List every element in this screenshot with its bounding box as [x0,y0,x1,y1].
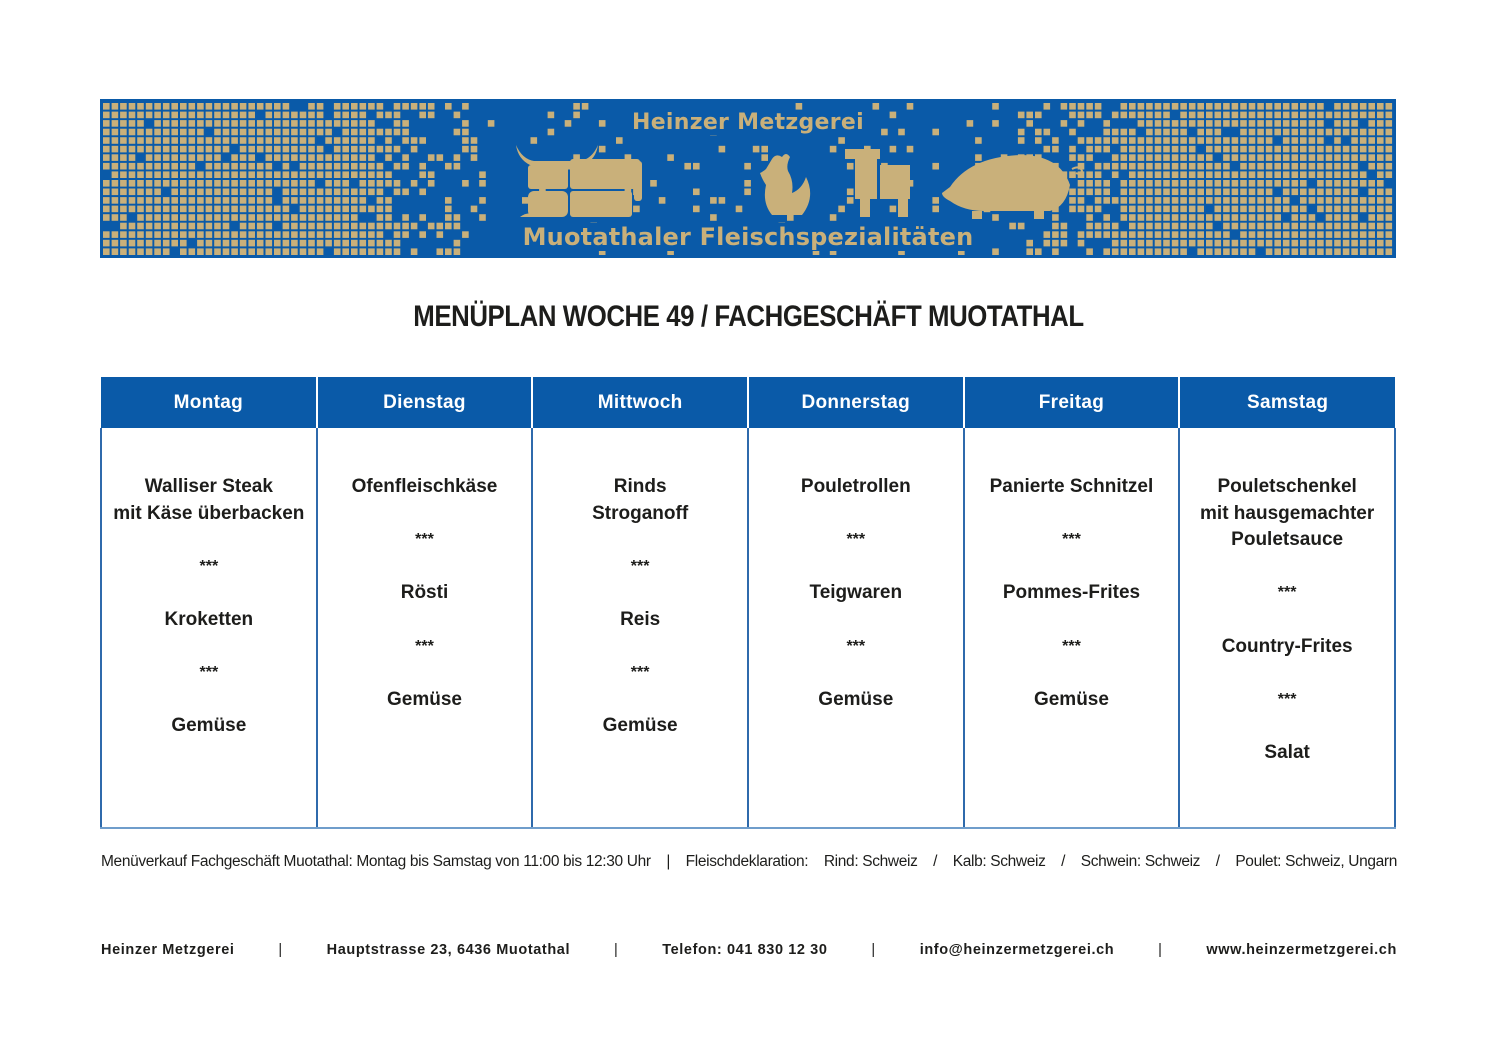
header-banner [100,99,1396,258]
pig-icon [942,155,1082,219]
separator: *** [630,664,650,682]
declaration-schwein: Schwein: Schweiz [1080,853,1201,870]
menu-cell-donnerstag [748,428,964,828]
footer-divider: | [278,942,283,958]
main-dish: mit hausgemachter [1200,502,1375,524]
chicken-icon [760,154,810,215]
main-dish: Pouletschenkel [1217,476,1357,497]
page-title: MENÜPLAN WOCHE 49 / FACHGESCHÄFT MUOTATHAL [413,300,1084,333]
brand-tagline: Muotathaler Fleischspezialitäten [100,223,1396,251]
side-dish: Salat [1264,741,1310,763]
day-header: Mittwoch [532,377,748,428]
side-dish: Gemüse [1033,688,1109,710]
main-dish: Rinds [613,476,667,497]
brand-name: Heinzer Metzgerei [100,110,1396,135]
separator: *** [415,531,434,549]
side-dish: Teigwaren [809,582,903,604]
declaration-rind: Rind: Schweiz [823,853,918,870]
main-dish: Ofenfleischkäse [351,476,498,497]
declaration-poulet: Poulet: Schweiz, Ungarn [1235,853,1397,870]
separator: *** [199,664,219,682]
declaration-slash: / [933,853,938,870]
separator: *** [846,637,866,655]
separator: *** [846,531,866,549]
side-dish: Gemüse [386,688,462,710]
separator: *** [1277,584,1297,602]
footer-website[interactable]: www.heinzermetzgerei.ch [1206,942,1397,958]
footer-company: Heinzer Metzgerei [101,942,235,958]
footer-divider: | [1158,942,1163,958]
main-dish: Panierte Schnitzel [989,476,1154,497]
main-dish: Pouletsauce [1231,529,1344,551]
menu-header-row [101,377,1395,428]
declaration-slash: / [1215,853,1220,870]
menu-cell-samstag [1179,428,1395,828]
separator: *** [1277,690,1297,708]
info-divider: | [666,853,670,870]
separator: *** [415,637,434,655]
footer-divider: | [613,942,619,958]
day-header: Samstag [1179,377,1395,428]
menu-cell-mittwoch [532,428,748,828]
menu-row [101,428,1395,828]
footer-phone[interactable]: Telefon: 041 830 12 30 [662,942,828,958]
side-dish: Reis [620,608,661,630]
separator: *** [1062,531,1081,549]
side-dish: Gemüse [818,688,894,710]
side-dish: Pommes-Frites [1002,582,1141,604]
info-line [101,853,1397,871]
menu-cell-dienstag [317,428,533,828]
separator: *** [1062,637,1081,655]
footer [101,942,1397,958]
side-dish: Rösti [400,582,449,604]
declaration-kalb: Kalb: Schweiz [952,853,1046,870]
separator: *** [630,557,650,575]
main-dish: mit Käse überbacken [113,502,305,524]
separator: *** [199,557,219,575]
side-dish: Kroketten [164,608,254,630]
main-dish: Stroganoff [592,502,689,524]
side-dish: Gemüse [602,715,678,737]
side-dish: Country-Frites [1221,635,1353,657]
day-header: Donnerstag [748,377,964,428]
calf-icon [845,149,910,217]
day-header: Dienstag [317,377,533,428]
footer-email[interactable]: info@heinzermetzgerei.ch [919,942,1115,958]
day-header: Montag [101,377,317,428]
footer-address: Hauptstrasse 23, 6436 Muotathal [326,942,571,958]
footer-divider: | [871,942,876,958]
menu-cell-freitag [964,428,1180,828]
day-header: Freitag [964,377,1180,428]
menu-table [100,377,1396,829]
declaration-label: Fleischdeklaration: [685,853,809,870]
cow-icon [516,145,642,217]
declaration-slash: / [1061,853,1066,870]
sales-hours: Menüverkauf Fachgeschäft Muotathal: Montag bis Samstag von 11:00 bis 12:30 Uhr [101,853,651,870]
side-dish: Gemüse [171,715,247,737]
main-dish: Pouletrollen [800,476,911,497]
main-dish: Walliser Steak [144,476,273,497]
menu-cell-montag [101,428,317,828]
